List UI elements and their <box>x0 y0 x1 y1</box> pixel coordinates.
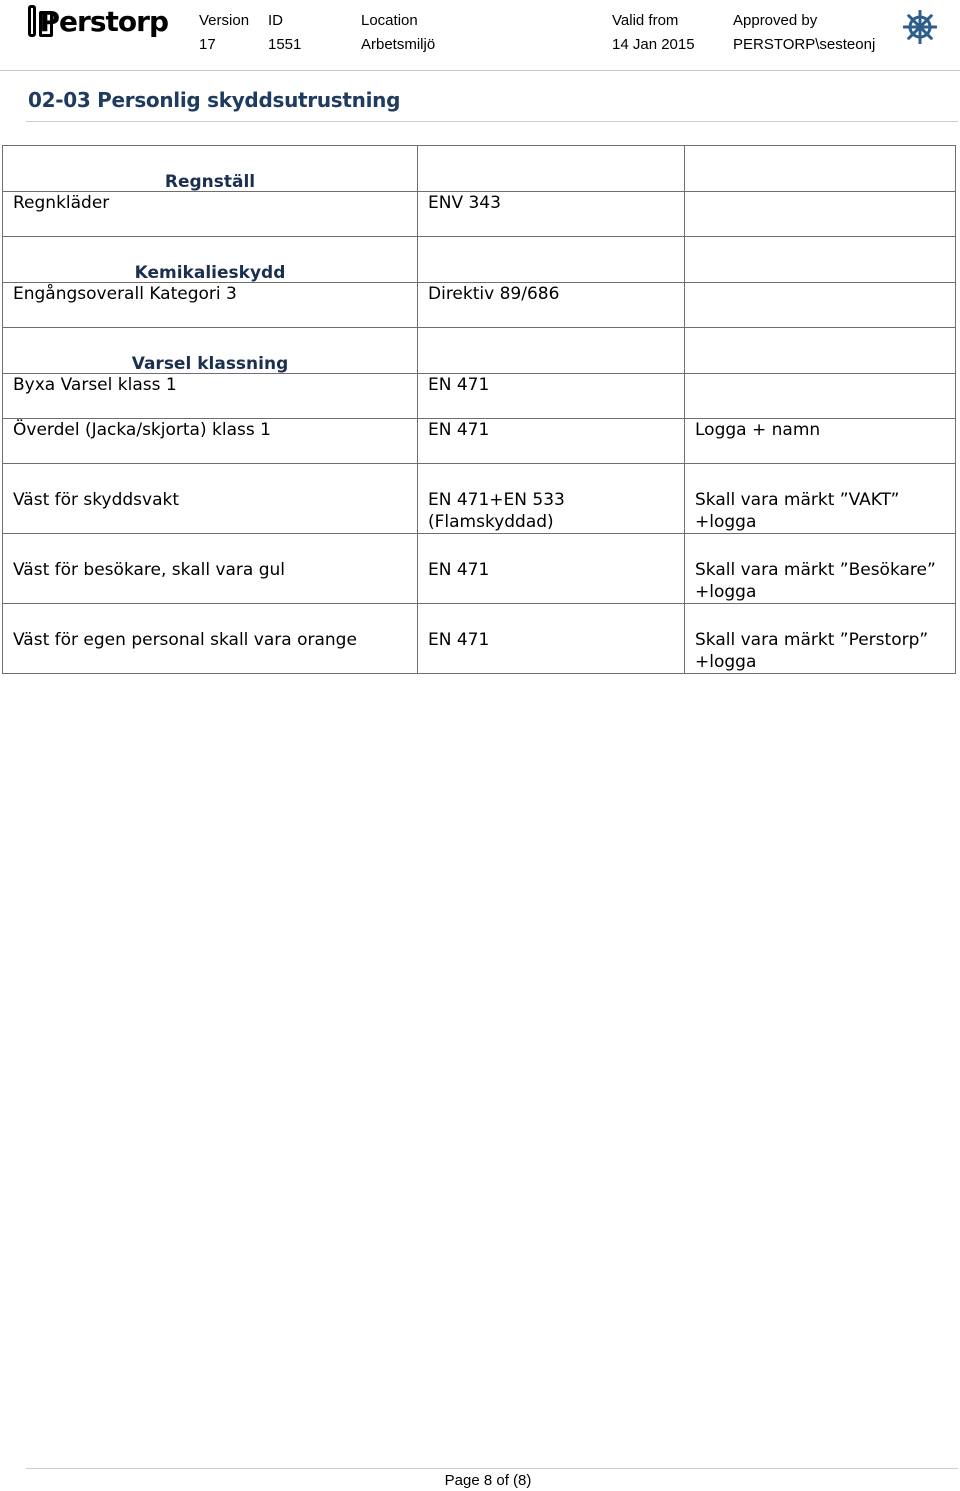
item-marking <box>685 464 956 534</box>
section-heading: Varsel klassning <box>131 354 289 374</box>
table-section-row <box>3 328 956 374</box>
approved-by-label: Approved by <box>733 12 818 29</box>
meta-id <box>268 9 301 57</box>
item-name: Regnkläder <box>3 192 418 237</box>
item-standard <box>418 464 685 534</box>
item-marking-line2: +logga <box>695 582 757 602</box>
item-standard-line1: EN 471 <box>428 630 490 650</box>
ship-wheel-icon <box>903 10 937 44</box>
item-standard-line2: (Flamskyddad) <box>428 512 554 532</box>
item-marking <box>685 192 956 237</box>
item-marking <box>685 283 956 328</box>
item-standard: ENV 343 <box>418 192 685 237</box>
page-number: Page 8 of (8) <box>444 1472 532 1489</box>
perstorp-logo <box>28 3 168 39</box>
item-name: Engångsoverall Kategori 3 <box>3 283 418 328</box>
location-value: Arbetsmiljö <box>361 36 436 53</box>
item-marking-line1: Skall vara märkt ”Perstorp” <box>695 630 929 650</box>
table-row <box>3 604 956 674</box>
ppe-table <box>2 145 956 674</box>
version-value: 17 <box>199 36 216 53</box>
item-marking-line1: Skall vara märkt ”VAKT” <box>695 490 900 510</box>
table-row <box>3 192 956 237</box>
logo-text: Perstorp <box>39 4 168 38</box>
item-name: Väst för skyddsvakt <box>3 464 418 534</box>
section-heading: Kemikalieskydd <box>134 263 286 283</box>
table-row <box>3 374 956 419</box>
table-row <box>3 534 956 604</box>
item-standard: EN 471 <box>418 419 685 464</box>
meta-version <box>199 9 249 57</box>
meta-approved-by <box>733 9 875 57</box>
title-divider <box>26 121 958 122</box>
table-row <box>3 464 956 534</box>
item-standard <box>418 604 685 674</box>
id-value: 1551 <box>268 36 302 53</box>
section-heading: Regnställ <box>164 172 256 192</box>
item-name: Väst för besökare, skall vara gul <box>3 534 418 604</box>
item-marking <box>685 604 956 674</box>
item-name: Väst för egen personal skall vara orange <box>3 604 418 674</box>
meta-location <box>361 9 435 57</box>
location-label: Location <box>361 12 418 29</box>
id-label: ID <box>268 12 283 29</box>
page-header <box>0 0 960 70</box>
item-standard <box>418 534 685 604</box>
table-row <box>3 419 956 464</box>
item-name: Överdel (Jacka/skjorta) klass 1 <box>3 419 418 464</box>
table-row <box>3 283 956 328</box>
perstorp-logo-mark-icon <box>28 5 36 37</box>
item-marking-line1: Skall vara märkt ”Besökare” <box>695 560 936 580</box>
item-marking <box>685 534 956 604</box>
item-marking: Logga + namn <box>685 419 956 464</box>
item-marking <box>685 374 956 419</box>
meta-valid-from <box>612 9 695 57</box>
valid-from-label: Valid from <box>612 12 679 29</box>
valid-from-value: 14 Jan 2015 <box>612 36 695 53</box>
table-section-row <box>3 237 956 283</box>
item-standard-line1: EN 471+EN 533 <box>428 490 565 510</box>
item-name: Byxa Varsel klass 1 <box>3 374 418 419</box>
table-section-row <box>3 146 956 192</box>
version-label: Version <box>199 12 250 29</box>
header-divider <box>0 70 960 71</box>
item-standard-line1: EN 471 <box>428 560 490 580</box>
item-standard: Direktiv 89/686 <box>418 283 685 328</box>
item-standard: EN 471 <box>418 374 685 419</box>
approved-by-value: PERSTORP\sesteonj <box>733 36 876 53</box>
item-marking-line2: +logga <box>695 512 757 532</box>
footer-divider <box>26 1468 958 1469</box>
page-title: 02-03 Personlig skyddsutrustning <box>28 88 401 112</box>
item-marking-line2: +logga <box>695 652 757 672</box>
